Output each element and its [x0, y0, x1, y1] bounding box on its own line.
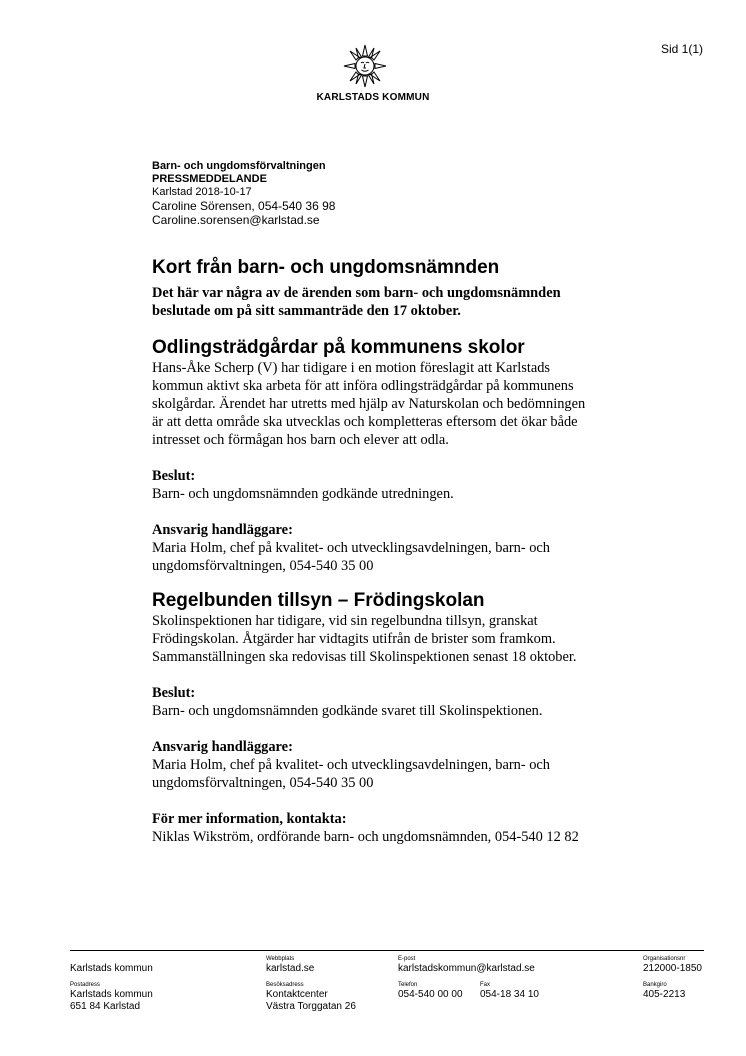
section-heading: Odlingsträdgårdar på kommunens skolor: [152, 337, 525, 358]
decision-text: Barn- och ungdomsnämnden godkände svaret till Skolinspektionen.: [152, 703, 543, 719]
place-and-date: Karlstad 2018-10-17: [152, 186, 252, 198]
footer-name: Karlstads kommun: [70, 963, 153, 974]
decision-text: Barn- och ungdomsnämnden godkände utredningen.: [152, 486, 454, 502]
document-type: PRESSMEDDELANDE: [152, 173, 267, 185]
officer-text: Maria Holm, chef på kvalitet- och utvecklingsavdelningen, barn- och: [152, 540, 551, 556]
body-line: Frödingskolan. Åtgärder har vidtagits utifrån de brister som framkom.: [152, 631, 556, 647]
footer-website: Webbplats karlstad.se: [266, 956, 315, 974]
officer-text: ungdomsförvaltningen, 054-540 35 00: [152, 775, 374, 791]
title-block: [152, 257, 632, 320]
officer-label: Ansvarig handläggare:: [152, 522, 293, 538]
website-link[interactable]: karlstad.se: [266, 963, 315, 974]
body-line: kommun aktivt ska arbeta för att införa odlingsträdgårdar på kommunens: [152, 378, 574, 394]
officer-text: Maria Holm, chef på kvalitet- och utvecklingsavdelningen, barn- och: [152, 757, 551, 773]
contact-email: Caroline.sorensen@karlstad.se: [152, 213, 320, 227]
footer-postal-address: Postadress Karlstads kommun 651 84 Karlstad: [70, 982, 153, 1012]
page-title: Kort från barn- och ungdomsnämnden: [152, 257, 500, 278]
page-number: Sid 1(1): [661, 42, 704, 56]
more-info-label: För mer information, kontakta:: [152, 811, 347, 827]
body-line: är att detta område ska utvecklas och kompletteras eftersom det ökar både: [152, 414, 578, 430]
body-line: intresset och förmågan hos barn och elever att odla.: [152, 432, 449, 448]
more-info-text: Niklas Wikström, ordförande barn- och ungdomsnämnden, 054-540 12 82: [152, 829, 579, 845]
section-heading: Regelbunden tillsyn – Frödingskolan: [152, 590, 485, 611]
intro-line: Det här var några av de ärenden som barn- och ungdomsnämnden: [152, 285, 561, 301]
body-line: Sammanställningen ska redovisas till Skolinspektionen senast 18 oktober.: [152, 649, 577, 665]
decision-label: Beslut:: [152, 685, 196, 701]
footer-divider: [70, 950, 704, 951]
officer-label: Ansvarig handläggare:: [152, 739, 293, 755]
footer-phone: Telefon 054-540 00 00: [398, 982, 463, 1000]
email-link[interactable]: karlstadskommun@karlstad.se: [398, 963, 535, 974]
department: Barn- och ungdomsförvaltningen: [152, 160, 326, 172]
organization-name: KARLSTADS KOMMUN: [316, 92, 430, 103]
press-release-header: [152, 160, 335, 227]
body-line: Hans-Åke Scherp (V) har tidigare i en motion föreslagit att Karlstads: [152, 360, 551, 376]
footer-orgnr: Organisationsnr 212000-1850: [643, 956, 702, 974]
contact-person: Caroline Sörensen, 054-540 36 98: [152, 199, 336, 213]
footer-email: E-post karlstadskommun@karlstad.se: [398, 956, 535, 974]
body-line: Skolinspektionen har tidigare, vid sin regelbundna tillsyn, granskat: [152, 613, 538, 629]
footer-visiting-address: Besöksadress Kontaktcenter Västra Torggatan 26: [266, 982, 356, 1012]
section-odlingstradgardar: [152, 337, 632, 575]
section-tillsyn: [152, 590, 632, 846]
sun-face-icon: [343, 44, 387, 88]
body-line: skolgårdar. Ärendet har utretts med hjälp av Naturskolan och bedömningen: [152, 396, 586, 412]
officer-text: ungdomsförvaltningen, 054-540 35 00: [152, 558, 374, 574]
footer-bankgiro: Bankgiro 405-2213: [643, 982, 686, 1000]
decision-label: Beslut:: [152, 468, 196, 484]
intro-line: beslutade om på sitt sammanträde den 17 oktober.: [152, 303, 461, 319]
footer-fax: Fax 054-18 34 10: [480, 982, 539, 1000]
